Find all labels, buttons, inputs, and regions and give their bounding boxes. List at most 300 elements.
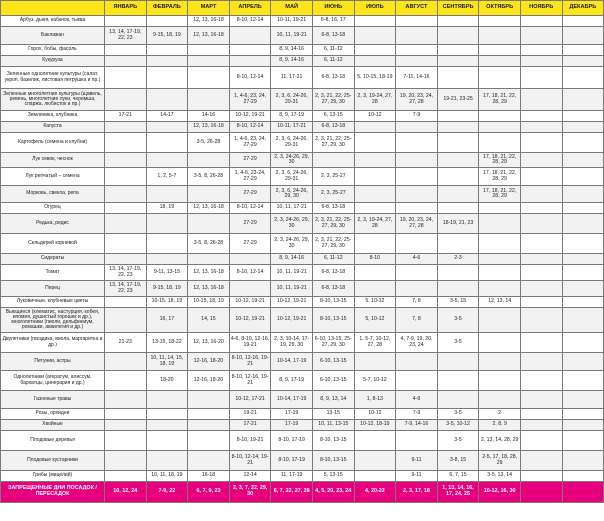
day-cell: 1, 4-6, 23-24, 27-29 <box>229 168 271 186</box>
table-row <box>1 168 604 186</box>
crop-name: Вьющиеся (клематис, настурция, кобея, ипомея, душистый горошек и др.), многолетники (пиоли, дельфиниум, ромашки, аквилегия и др.) <box>1 308 105 333</box>
day-cell <box>520 420 562 431</box>
crop-name: Грибы (мицелий) <box>1 471 105 482</box>
day-cell <box>354 16 396 27</box>
day-cell: 10, 11, 13-15 <box>312 420 354 431</box>
day-cell <box>520 214 562 234</box>
day-cell <box>479 27 521 45</box>
day-cell: 10-15, 18, 19 <box>188 297 230 308</box>
month-header: ОКТЯБРЬ <box>479 1 521 16</box>
day-cell: 5, 10-12 <box>354 308 396 333</box>
day-cell: 8, 9, 14-16 <box>271 45 313 56</box>
day-cell: 2, 3, 6, 24-26, 29-31 <box>271 89 313 111</box>
day-cell <box>437 371 479 391</box>
day-cell <box>479 254 521 265</box>
day-cell <box>562 186 604 203</box>
day-cell: 10, 11, 17-21 <box>271 203 313 214</box>
day-cell: 10, 11, 18, 19 <box>146 471 188 482</box>
day-cell <box>437 67 479 89</box>
day-cell: 14-17 <box>146 111 188 122</box>
day-cell: 6-8, 13-18 <box>312 122 354 133</box>
day-cell <box>479 111 521 122</box>
day-cell: 2, 3, 10-14, 17-19, 29, 30 <box>271 333 313 353</box>
day-cell <box>105 234 147 254</box>
day-cell <box>562 371 604 391</box>
day-cell <box>562 353 604 371</box>
day-cell <box>437 281 479 297</box>
day-cell: 12, 13, 16-20 <box>188 333 230 353</box>
day-cell <box>312 153 354 168</box>
day-cell <box>396 45 438 56</box>
day-cell <box>520 308 562 333</box>
day-cell <box>562 451 604 471</box>
day-cell: 8-10, 17-19 <box>271 451 313 471</box>
day-cell: 8-10, 19-21 <box>229 431 271 451</box>
day-cell <box>146 391 188 409</box>
forbidden-day-cell <box>562 482 604 503</box>
day-cell <box>437 45 479 56</box>
day-cell: 10-12 <box>354 111 396 122</box>
day-cell: 10, 11, 14, 15, 18, 19 <box>146 353 188 371</box>
day-cell <box>105 186 147 203</box>
day-cell: 8, 9, 14-16 <box>271 254 313 265</box>
day-cell: 13-15, 18-22 <box>146 333 188 353</box>
day-cell <box>562 297 604 308</box>
day-cell: 6-8, 13-18 <box>312 203 354 214</box>
day-cell <box>520 391 562 409</box>
day-cell: 27-29 <box>229 186 271 203</box>
day-cell: 12, 13, 16-18 <box>188 265 230 281</box>
day-cell: 12-16, 18-20 <box>188 371 230 391</box>
day-cell: 13, 14, 17-19, 22, 23 <box>105 281 147 297</box>
day-cell <box>520 67 562 89</box>
day-cell <box>520 122 562 133</box>
day-cell: 12, 13, 16-18 <box>188 16 230 27</box>
day-cell <box>146 89 188 111</box>
day-cell <box>520 133 562 153</box>
day-cell: 10-15, 18, 19 <box>146 297 188 308</box>
day-cell <box>437 391 479 409</box>
day-cell: 8-10, 12-14 <box>229 265 271 281</box>
day-cell <box>188 431 230 451</box>
table-row <box>1 16 604 27</box>
day-cell: 21-23 <box>105 333 147 353</box>
day-cell: 17-19 <box>271 420 313 431</box>
crop-name: Зеленные однолетние культуры (салат, укроп, базилик, листовая петрушка и пр.) <box>1 67 105 89</box>
forbidden-day-cell: 6, 7, 9, 23 <box>188 482 230 503</box>
month-header: МАЙ <box>271 1 313 16</box>
day-cell <box>437 265 479 281</box>
month-header: ДЕКАБРЬ <box>562 1 604 16</box>
day-cell <box>479 56 521 67</box>
forbidden-day-cell: 2, 3, 17, 18 <box>396 482 438 503</box>
day-cell <box>562 133 604 153</box>
day-cell <box>396 133 438 153</box>
day-cell <box>562 89 604 111</box>
crop-name: Лук севок, чеснок <box>1 153 105 168</box>
table-row <box>1 391 604 409</box>
forbidden-day-cell: 4, 20-22 <box>354 482 396 503</box>
day-cell: 9-11, 13-15 <box>146 265 188 281</box>
day-cell: 8-10, 12-14 <box>229 67 271 89</box>
month-header: ЯНВАРЬ <box>105 1 147 16</box>
day-cell <box>520 153 562 168</box>
day-cell: 2, 3, 25-27 <box>312 186 354 203</box>
day-cell <box>437 111 479 122</box>
day-cell <box>520 431 562 451</box>
day-cell <box>188 451 230 471</box>
table-row <box>1 333 604 353</box>
table-row <box>1 254 604 265</box>
day-cell: 12, 13, 16-18 <box>188 122 230 133</box>
day-cell <box>354 281 396 297</box>
day-cell: 2, 3, 6, 24-26, 29-31 <box>271 168 313 186</box>
table-row <box>1 353 604 371</box>
day-cell <box>562 234 604 254</box>
day-cell <box>105 89 147 111</box>
day-cell: 10-12, 19-21 <box>229 308 271 333</box>
day-cell <box>188 391 230 409</box>
day-cell: 27-29 <box>229 153 271 168</box>
day-cell <box>562 214 604 234</box>
crop-name: Двулетники (гвоздика, виола, маргаритка и др.) <box>1 333 105 353</box>
day-cell: 8-10, 12-16, 19-21 <box>229 353 271 371</box>
day-cell <box>105 308 147 333</box>
day-cell <box>562 168 604 186</box>
crop-name: Перец <box>1 281 105 297</box>
day-cell <box>146 214 188 234</box>
day-cell: 9-11 <box>396 451 438 471</box>
day-cell: 2, 3, 21, 22, 25-27, 29, 30 <box>312 89 354 111</box>
day-cell <box>520 353 562 371</box>
day-cell: 8-10, 12-14 <box>229 203 271 214</box>
day-cell <box>354 122 396 133</box>
crop-name: Картофель (семена и клубни) <box>1 133 105 153</box>
day-cell <box>396 153 438 168</box>
crop-name: Лук репчатый – семена <box>1 168 105 186</box>
table-row <box>1 214 604 234</box>
day-cell <box>562 333 604 353</box>
day-cell: 10-12, 18-19 <box>354 420 396 431</box>
forbidden-day-cell: 2, 3, 7, 22, 29, 30 <box>229 482 271 503</box>
day-cell: 8, 9, 13, 14 <box>312 391 354 409</box>
crop-name: Хвойные <box>1 420 105 431</box>
table-row <box>1 371 604 391</box>
day-cell: 13-15 <box>312 409 354 420</box>
day-cell: 8-10, 12-14, 19-21 <box>229 451 271 471</box>
day-cell <box>479 391 521 409</box>
day-cell <box>479 333 521 353</box>
table-row <box>1 133 604 153</box>
day-cell <box>396 56 438 67</box>
crop-name: Баклажан <box>1 27 105 45</box>
day-cell: 19-21 <box>229 409 271 420</box>
day-cell <box>562 56 604 67</box>
table-row <box>1 409 604 420</box>
day-cell <box>437 203 479 214</box>
day-cell <box>105 297 147 308</box>
day-cell: 7-11, 14-16 <box>396 67 438 89</box>
day-cell <box>437 168 479 186</box>
table-row <box>1 153 604 168</box>
day-cell: 27-29 <box>229 214 271 234</box>
day-cell <box>520 16 562 27</box>
day-cell: 1, 2, 5-7 <box>146 168 188 186</box>
day-cell <box>562 45 604 56</box>
day-cell <box>188 67 230 89</box>
day-cell: 12, 13, 16-18 <box>188 281 230 297</box>
day-cell: 2, 3, 21, 22, 25-27, 29, 30 <box>312 234 354 254</box>
day-cell <box>229 27 271 45</box>
day-cell <box>396 27 438 45</box>
forbidden-day-cell: 1, 13, 14, 16, 17, 24, 25 <box>437 482 479 503</box>
table-row <box>1 27 604 45</box>
day-cell <box>146 420 188 431</box>
day-cell: 2, 13, 14, 28, 29 <box>479 431 521 451</box>
day-cell <box>562 265 604 281</box>
day-cell <box>354 45 396 56</box>
day-cell <box>562 27 604 45</box>
day-cell <box>229 254 271 265</box>
day-cell <box>146 431 188 451</box>
month-header: ИЮНЬ <box>312 1 354 16</box>
day-cell <box>479 214 521 234</box>
day-cell <box>354 133 396 153</box>
day-cell <box>437 186 479 203</box>
table-row <box>1 431 604 451</box>
crop-name: Кукуруза <box>1 56 105 67</box>
day-cell: 5-7, 10-12 <box>354 371 396 391</box>
table-row <box>1 265 604 281</box>
day-cell <box>437 153 479 168</box>
day-cell: 10-11, 19-21 <box>271 16 313 27</box>
day-cell <box>520 265 562 281</box>
crop-name: Томат <box>1 265 105 281</box>
day-cell: 9-11 <box>396 471 438 482</box>
day-cell: 7-9 <box>396 409 438 420</box>
day-cell: 12, 13, 14 <box>479 297 521 308</box>
day-cell <box>396 234 438 254</box>
day-cell <box>562 431 604 451</box>
day-cell: 3-5, 8, 26-28 <box>188 168 230 186</box>
day-cell: 18-19, 21, 23 <box>437 214 479 234</box>
day-cell <box>562 471 604 482</box>
day-cell <box>562 254 604 265</box>
day-cell <box>479 308 521 333</box>
day-cell: 3-5, 8, 26-28 <box>188 234 230 254</box>
day-cell: 3-5, 13, 14 <box>479 471 521 482</box>
day-cell: 4, 7-9, 19, 20, 23, 24 <box>396 333 438 353</box>
day-cell <box>354 353 396 371</box>
day-cell <box>520 297 562 308</box>
crop-name: Петунии, астры <box>1 353 105 371</box>
month-header: ФЕВРАЛЬ <box>146 1 188 16</box>
day-cell: 6, 11-12 <box>312 56 354 67</box>
day-cell <box>520 56 562 67</box>
day-cell: 17, 18, 21, 22, 28, 29 <box>479 186 521 203</box>
day-cell <box>520 168 562 186</box>
table-row <box>1 45 604 56</box>
day-cell <box>146 153 188 168</box>
crop-name: Редька, редис <box>1 214 105 234</box>
day-cell <box>479 353 521 371</box>
day-cell <box>105 451 147 471</box>
day-cell <box>437 16 479 27</box>
day-cell <box>437 56 479 67</box>
day-cell: 9-15, 18, 19 <box>146 281 188 297</box>
table-row <box>1 67 604 89</box>
day-cell <box>354 471 396 482</box>
forbidden-day-cell: 10-12, 16, 30 <box>479 482 521 503</box>
day-cell <box>479 265 521 281</box>
day-cell <box>105 56 147 67</box>
day-cell: 6-8, 13-18 <box>312 281 354 297</box>
day-cell <box>437 353 479 371</box>
crop-name: Арбуз, дыня, кабачок, тыква <box>1 16 105 27</box>
day-cell <box>105 371 147 391</box>
day-cell <box>105 133 147 153</box>
day-cell: 18-20 <box>146 371 188 391</box>
day-cell <box>520 27 562 45</box>
day-cell: 6, 11-12 <box>312 45 354 56</box>
day-cell <box>354 186 396 203</box>
day-cell: 3-5, 15 <box>437 297 479 308</box>
header-blank <box>1 1 105 16</box>
day-cell: 17-19 <box>271 409 313 420</box>
day-cell: 6, 11-12 <box>312 254 354 265</box>
day-cell: 2, 3, 24-26, 29, 30 <box>271 153 313 168</box>
day-cell: 2, 3, 25-27 <box>312 168 354 186</box>
day-cell: 8-10, 13-15 <box>312 431 354 451</box>
day-cell <box>396 122 438 133</box>
day-cell: 10-11, 17-21 <box>271 122 313 133</box>
day-cell <box>479 67 521 89</box>
day-cell <box>437 122 479 133</box>
day-cell <box>479 133 521 153</box>
day-cell <box>354 168 396 186</box>
day-cell <box>520 371 562 391</box>
day-cell: 1, 4-6, 23, 24, 27-29 <box>229 133 271 153</box>
day-cell: 10-14, 17-19 <box>271 391 313 409</box>
day-cell <box>396 168 438 186</box>
day-cell: 2, 3, 6, 24-26, 29-31 <box>271 133 313 153</box>
day-cell <box>520 409 562 420</box>
calendar-body <box>1 16 604 503</box>
day-cell <box>437 133 479 153</box>
day-cell: 7, 8 <box>396 297 438 308</box>
forbidden-day-cell: 4, 5, 20, 23, 24 <box>312 482 354 503</box>
day-cell <box>229 281 271 297</box>
day-cell: 8-10, 13-15 <box>312 297 354 308</box>
day-cell: 8, 9, 17-19 <box>271 371 313 391</box>
day-cell: 2, 3, 24-26, 29, 30 <box>271 214 313 234</box>
day-cell <box>105 391 147 409</box>
day-cell <box>520 471 562 482</box>
day-cell: 6, 7, 15 <box>437 471 479 482</box>
day-cell <box>437 234 479 254</box>
day-cell <box>562 281 604 297</box>
day-cell: 4-6 <box>396 254 438 265</box>
forbidden-day-cell: 7-9, 22 <box>146 482 188 503</box>
day-cell <box>562 409 604 420</box>
day-cell: 6-8, 13-18 <box>312 27 354 45</box>
crop-name: Огурец <box>1 203 105 214</box>
crop-name: Сельдерей корневой <box>1 234 105 254</box>
month-header: АВГУСТ <box>396 1 438 16</box>
day-cell: 10-14, 17-19 <box>271 353 313 371</box>
day-cell <box>146 254 188 265</box>
day-cell: 1, 4-6, 23, 24, 27-29 <box>229 89 271 111</box>
day-cell: 8-10, 12-16, 19-21 <box>229 371 271 391</box>
day-cell <box>105 168 147 186</box>
day-cell <box>520 111 562 122</box>
day-cell <box>562 391 604 409</box>
crop-name: Зеленные многолетние культуры (щавель, ревень, многолетние луки, черемша, спаржа, любисток и пр.) <box>1 89 105 111</box>
day-cell <box>437 27 479 45</box>
day-cell: 10-12 <box>354 409 396 420</box>
header-row <box>1 1 604 16</box>
day-cell: 3-5, 10-12 <box>437 420 479 431</box>
day-cell <box>562 67 604 89</box>
day-cell <box>520 234 562 254</box>
table-row <box>1 234 604 254</box>
day-cell: 7, 8 <box>396 308 438 333</box>
day-cell: 5, 10-15, 18-19 <box>354 67 396 89</box>
day-cell: 10-12, 17-21 <box>229 391 271 409</box>
day-cell: 2, 3, 24-26, 29, 30 <box>271 234 313 254</box>
day-cell: 3-5 <box>437 333 479 353</box>
day-cell <box>562 153 604 168</box>
day-cell <box>188 409 230 420</box>
day-cell: 10, 11, 19-21 <box>271 27 313 45</box>
day-cell <box>396 371 438 391</box>
day-cell: 10-12, 19-21 <box>229 111 271 122</box>
crop-name: Земляника, клубника <box>1 111 105 122</box>
day-cell <box>479 234 521 254</box>
crop-name: Плодовые кустарники <box>1 451 105 471</box>
day-cell <box>354 27 396 45</box>
day-cell: 2-3 <box>437 254 479 265</box>
day-cell <box>146 234 188 254</box>
day-cell <box>396 186 438 203</box>
day-cell <box>188 214 230 234</box>
day-cell: 2, 3, 21, 22, 25-27, 29, 30 <box>312 214 354 234</box>
table-row <box>1 203 604 214</box>
day-cell <box>105 153 147 168</box>
day-cell <box>354 265 396 281</box>
day-cell <box>396 353 438 371</box>
day-cell: 14, 15 <box>188 308 230 333</box>
crop-name: Плодовые деревья <box>1 431 105 451</box>
day-cell: 19, 20, 23, 24, 27, 28 <box>396 214 438 234</box>
day-cell <box>520 333 562 353</box>
day-cell <box>105 254 147 265</box>
day-cell: 8-10, 13-15 <box>312 451 354 471</box>
day-cell: 13, 14, 17-19, 22, 23 <box>105 27 147 45</box>
day-cell: 6-8, 16, 17 <box>312 16 354 27</box>
day-cell <box>354 431 396 451</box>
day-cell <box>188 186 230 203</box>
table-row <box>1 122 604 133</box>
day-cell <box>396 265 438 281</box>
day-cell <box>562 203 604 214</box>
crop-name: Розы, орхидеи <box>1 409 105 420</box>
day-cell: 8-10, 12-14 <box>229 122 271 133</box>
day-cell <box>146 16 188 27</box>
day-cell <box>146 56 188 67</box>
day-cell: 12, 13, 16-18 <box>188 27 230 45</box>
day-cell <box>146 133 188 153</box>
